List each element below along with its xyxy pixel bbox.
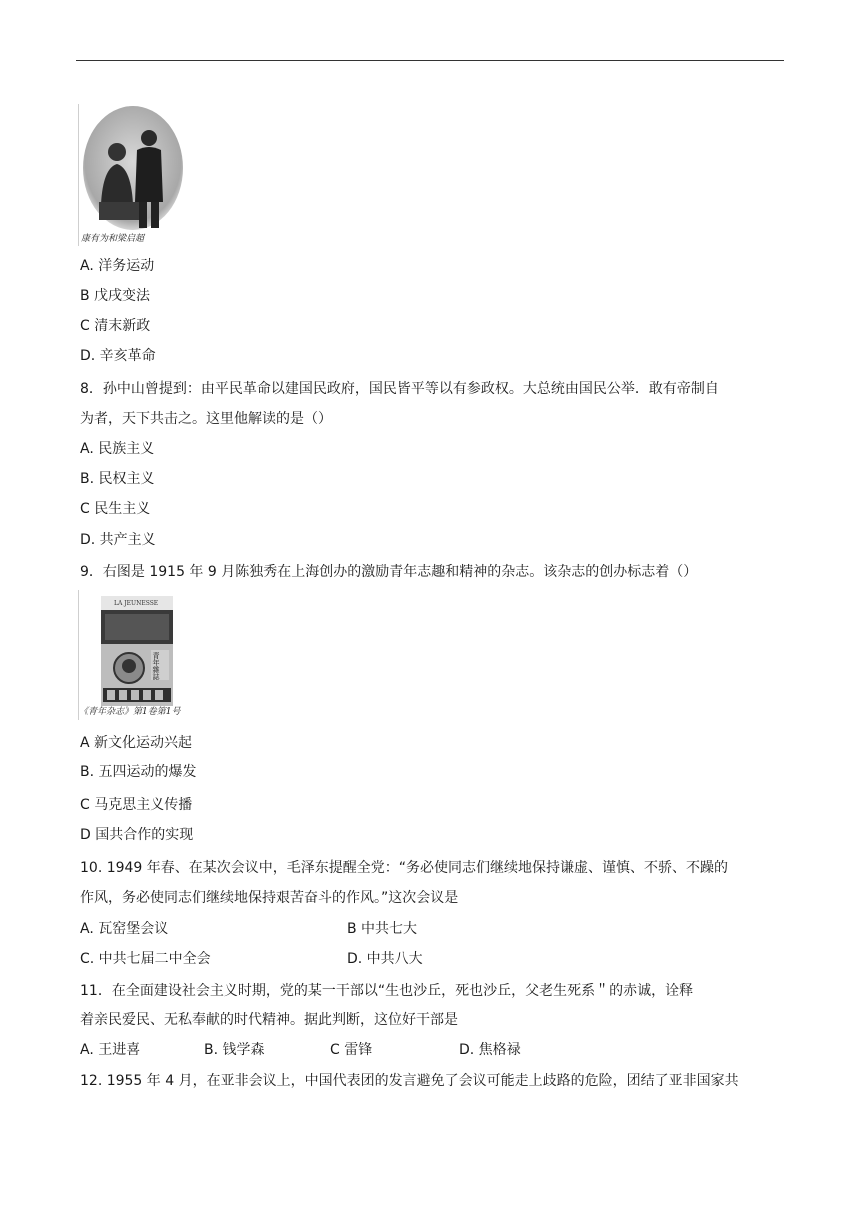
q11-stem-line1: 11．在全面建设社会主义时期，党的某一干部以“生也沙丘，死也沙丘，父老生死系＂的赤诚，诠释 — [80, 983, 694, 999]
magazine-cover — [78, 590, 191, 720]
q7-option-d: D. 辛亥革命 — [80, 348, 156, 364]
cover-caption: 《青年杂志》第1卷第1号 — [79, 707, 181, 717]
q8-option-c: C 民生主义 — [80, 501, 151, 517]
q11-stem-line2: 着亲民爱民、无私奉献的时代精神。据此判断，这位好干部是 — [80, 1012, 458, 1028]
q10-option-c: C. 中共七届二中全会 — [80, 951, 211, 967]
q10-option-a: A. 瓦窑堡会议 — [80, 921, 169, 937]
q11-option-a: A. 王进喜 — [80, 1042, 141, 1058]
header-rule — [76, 60, 784, 61]
q11-option-b: B. 钱学森 — [204, 1042, 265, 1058]
q7-option-a: A. 洋务运动 — [80, 258, 155, 274]
q9-option-b: B. 五四运动的爆发 — [80, 764, 197, 780]
q11-option-c: C 雷锋 — [330, 1042, 373, 1058]
q8-stem-line1: 8．孙中山曾提到：由平民革命以建国民政府，国民皆平等以有参政权。大总统由国民公举．敢有帝制自 — [80, 381, 719, 397]
cover-banner-text: LA JEUNESSE — [114, 600, 159, 607]
portrait-image — [79, 104, 187, 246]
q9-stem: 9．右图是 1915 年 9 月陈独秀在上海创办的激励青年志趣和精神的杂志。该杂志的创办标志着（） — [80, 564, 698, 580]
q8-option-a: A. 民族主义 — [80, 441, 155, 457]
q7-option-c: C 清末新政 — [80, 318, 151, 334]
q11-option-d: D. 焦格禄 — [459, 1042, 521, 1058]
q8-option-d: D. 共产主义 — [80, 532, 156, 548]
q10-option-b: B 中共七大 — [347, 921, 418, 937]
q10-option-d: D. 中共八大 — [347, 951, 423, 967]
q9-option-c: C 马克思主义传播 — [80, 797, 193, 813]
q10-stem-line1: 10. 1949 年春、在某次会议中，毛泽东提醒全党：“务必使同志们继续地保持谦虚、谨慎、不骄、不躁的 — [80, 860, 729, 876]
q8-option-b: B. 民权主义 — [80, 471, 155, 487]
q9-option-d: D 国共合作的实现 — [80, 827, 194, 843]
photo-caption: 康有为和梁启超 — [81, 234, 145, 244]
q8-stem-line2: 为者，天下共击之。这里他解读的是（） — [80, 411, 332, 427]
q9-option-a: A 新文化运动兴起 — [80, 735, 193, 751]
cover-side-text: 青年雜誌 — [152, 652, 160, 680]
photo-kang-liang — [78, 104, 187, 246]
q12-stem-line1: 12. 1955 年 4 月，在亚非会议上，中国代表团的发言避免了会议可能走上歧路的危险，团结了亚非国家共 — [80, 1073, 739, 1089]
q10-stem-line2: 作风，务必使同志们继续地保持艰苦奋斗的作风。”这次会议是 — [80, 890, 459, 906]
q7-option-b: B 戊戌变法 — [80, 288, 151, 304]
